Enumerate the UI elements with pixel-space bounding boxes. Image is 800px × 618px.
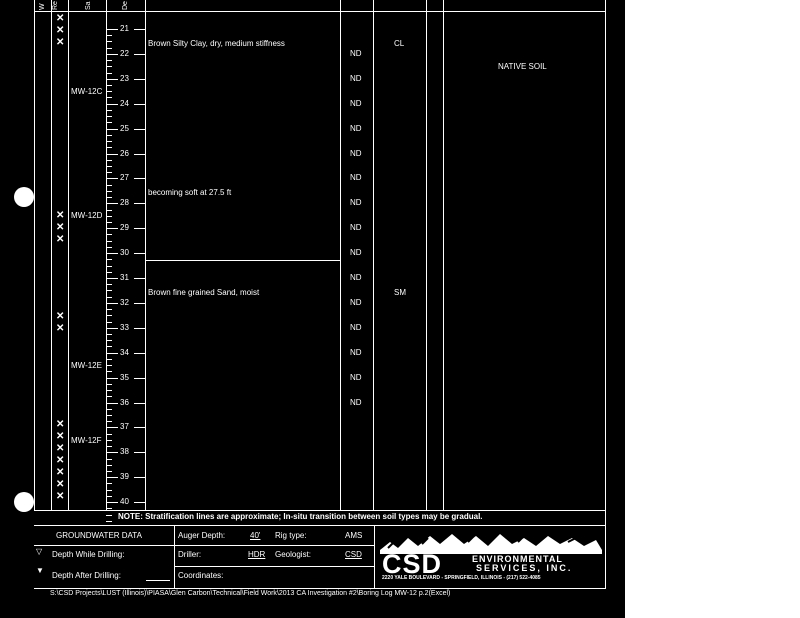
footer-row-line-2 [174,566,374,567]
depth-tick-minor [106,409,112,410]
depth-label: 26 [120,148,129,158]
depth-tick-minor [106,66,112,67]
depth-label: 24 [120,98,129,108]
pid-value: ND [350,273,362,282]
depth-label: 33 [120,322,129,332]
depth-tick-minor [106,241,112,242]
depth-while-drilling-icon: ▽ [36,547,43,556]
recovery-x-icon: ✕ [56,491,65,502]
depth-tick-minor [106,166,112,167]
depth-after-drilling-icon: ▼ [36,566,44,575]
col-line-3 [68,0,69,510]
depth-tick-minor [106,116,112,117]
pid-value: ND [350,198,362,208]
depth-tick-major [134,228,145,229]
depth-tick-major [106,502,118,503]
depth-tick-minor [106,122,112,123]
depth-label: 28 [120,198,129,208]
note-top-line [34,510,606,511]
depth-tick-minor [106,490,112,491]
depth-label: 23 [120,73,129,83]
pid-value: ND [350,347,362,357]
rig-type-label: Rig type: [275,531,307,540]
depth-tick-major [134,203,145,204]
depth-tick-minor [106,85,112,86]
stratum-boundary [145,260,340,261]
depth-tick-major [134,278,145,279]
depth-tick-minor [106,340,112,341]
depth-tick-major [134,303,145,304]
soil-description: Brown fine grained Sand, moist [148,288,260,297]
depth-tick-major [134,328,145,329]
depth-tick-major [106,228,118,229]
depth-tick-minor [106,216,112,217]
depth-tick-major [134,154,145,155]
recovery-x-icon: ✕ [56,419,65,430]
depth-tick-minor [106,135,112,136]
depth-label: 37 [120,422,129,432]
recovery-x-icon: ✕ [56,222,65,233]
footer-divider-2 [374,525,375,588]
recovery-x-icon: ✕ [56,210,65,221]
auger-depth-value: 40' [250,531,261,540]
depth-tick-minor [106,496,112,497]
depth-tick-minor [106,359,112,360]
footer-divider-1 [174,525,175,588]
depth-tick-minor [106,309,112,310]
depth-tick-major [134,403,145,404]
depth-tick-major [106,54,118,55]
depth-tick-minor [106,290,112,291]
depth-tick-minor [106,471,112,472]
remarks-text: NATIVE SOIL [498,62,547,71]
depth-tick-minor [106,41,112,42]
depth-tick-major [134,452,145,453]
depth-tick-minor [106,284,112,285]
depth-tick-minor [106,272,112,273]
depth-tick-major [106,79,118,80]
auger-depth-label: Auger Depth: [178,531,226,540]
recovery-x-icon: ✕ [56,323,65,334]
depth-label: 32 [120,297,129,307]
depth-tick-minor [106,266,112,267]
depth-label: 35 [120,372,129,382]
depth-tick-minor [106,459,112,460]
depth-tick-major [134,353,145,354]
depth-tick-minor [106,365,112,366]
recovery-x-icon: ✕ [56,455,65,466]
depth-tick-minor [106,446,112,447]
recovery-x-icon: ✕ [56,25,65,36]
depth-while-drilling-label: Depth While Drilling: [52,550,125,559]
depth-label: 29 [120,223,129,233]
depth-after-blank [146,580,170,581]
pid-value: ND [350,123,362,133]
depth-tick-major [106,253,118,254]
header-water-level: W [39,3,46,10]
recovery-x-icon: ✕ [56,467,65,478]
depth-tick-major [134,253,145,254]
depth-tick-minor [106,390,112,391]
depth-tick-minor [106,73,112,74]
recovery-x-icon: ✕ [56,37,65,48]
depth-tick-minor [106,421,112,422]
pid-value: ND [350,297,362,307]
pid-value: ND [350,173,362,183]
csd-logo [378,528,604,586]
recovery-x-icon: ✕ [56,311,65,322]
pid-value: ND [350,148,362,158]
note-text: NOTE: Stratification lines are approximate; In-situ transition between soil types may be gradual. [118,512,483,521]
pid-value: ND [350,322,362,332]
depth-tick-major [106,427,118,428]
footer-top-line [34,525,606,526]
depth-tick-minor [106,185,112,186]
depth-tick-minor [106,346,112,347]
driller-value: HDR [248,550,266,559]
depth-tick-minor [106,434,112,435]
depth-tick-major [134,477,145,478]
depth-tick-minor [106,110,112,111]
depth-tick-minor [106,483,112,484]
recovery-x-icon: ✕ [56,443,65,454]
depth-label: 36 [120,397,129,407]
depth-tick-major [106,378,118,379]
depth-tick-major [134,178,145,179]
pid-value: ND [350,248,362,258]
depth-tick-major [106,328,118,329]
depth-label: 22 [120,48,129,58]
depth-tick-minor [106,521,112,522]
header-sample: Sa [85,1,92,10]
depth-tick-minor [106,315,112,316]
depth-label: 34 [120,347,129,357]
header-recovery: Re [52,1,59,10]
depth-tick-minor [106,384,112,385]
depth-label: 40 [120,497,129,507]
depth-tick-minor [106,210,112,211]
depth-tick-major [106,477,118,478]
depth-tick-major [106,178,118,179]
depth-tick-major [106,303,118,304]
depth-tick-major [134,29,145,30]
binder-hole-bottom [14,492,34,512]
col-line-right [605,0,606,588]
col-line-6 [340,0,341,510]
recovery-x-icon: ✕ [56,431,65,442]
depth-tick-minor [106,48,112,49]
pid-value: ND [350,223,362,233]
depth-tick-major [106,353,118,354]
rig-type-value: AMS [345,531,363,540]
csd-logo-line1: ENVIRONMENTAL [472,554,563,564]
depth-tick-minor [106,334,112,335]
recovery-x-icon: ✕ [56,13,65,24]
sample-label: MW-12E [71,360,102,370]
col-line-5 [145,0,146,510]
pid-value: ND [350,73,362,83]
coordinates-label: Coordinates: [178,571,224,580]
depth-tick-minor [106,297,112,298]
depth-tick-major [134,427,145,428]
footer-row-line-1 [34,545,374,546]
depth-tick-major [106,154,118,155]
soil-description: Brown Silty Clay, dry, medium stiffness [148,39,285,48]
recovery-x-icon: ✕ [56,234,65,245]
soil-description: becoming soft at 27.5 ft [148,188,232,198]
sample-label: MW-12F [71,435,102,445]
depth-tick-major [134,129,145,130]
depth-tick-minor [106,147,112,148]
col-line-8 [426,0,427,510]
pid-value: ND [350,98,362,108]
geologist-value: CSD [345,550,362,559]
depth-tick-major [106,203,118,204]
pid-value: ND [350,372,362,382]
header-bottom-line [34,11,606,12]
depth-label: 31 [120,273,129,282]
depth-tick-major [106,278,118,279]
sample-label: MW-12D [71,211,103,221]
depth-tick-minor [106,247,112,248]
file-path-footer: S:\CSD Projects\LUST (Illinois)\PIASA\Glen Carbon\Technical\Field Work\2013 CA Investigation #2\Boring Log MW-12 p.2(Excel) [50,590,451,597]
depth-tick-major [134,502,145,503]
depth-label: 21 [120,24,129,33]
depth-tick-minor [106,259,112,260]
depth-tick-major [134,378,145,379]
depth-tick-major [106,104,118,105]
csd-logo-letters: CSD [382,549,443,579]
depth-label: 27 [120,173,129,183]
depth-label: 25 [120,123,129,133]
depth-tick-minor [106,415,112,416]
depth-tick-minor [106,60,112,61]
depth-tick-minor [106,197,112,198]
depth-tick-minor [106,396,112,397]
csd-logo-line2: SERVICES, INC. [476,563,573,573]
depth-tick-minor [106,141,112,142]
depth-tick-minor [106,322,112,323]
col-line-2 [51,0,52,510]
groundwater-title: GROUNDWATER DATA [56,531,142,540]
depth-label: 38 [120,447,129,457]
uscs-code: SM [394,288,406,297]
depth-label: 39 [120,472,129,482]
depth-tick-minor [106,371,112,372]
depth-tick-minor [106,97,112,98]
depth-tick-major [106,129,118,130]
csd-logo-address: 2220 YALE BOULEVARD - SPRINGFIELD, ILLINOIS - (217) 522-4085 [382,575,541,581]
header-depth: De [122,1,129,10]
binder-hole-top [14,187,34,207]
depth-tick-minor [106,160,112,161]
driller-label: Driller: [178,550,202,559]
depth-tick-minor [106,440,112,441]
pid-value: ND [350,48,362,58]
depth-tick-minor [106,172,112,173]
depth-tick-minor [106,191,112,192]
depth-after-drilling-label: Depth After Drilling: [52,571,121,580]
depth-tick-major [134,79,145,80]
pid-value: ND [350,397,362,407]
col-line-9 [443,0,444,510]
sample-label: MW-12C [71,86,103,96]
depth-tick-minor [106,465,112,466]
uscs-code: CL [394,39,405,48]
depth-tick-minor [106,515,112,516]
depth-tick-minor [106,234,112,235]
col-line-1 [34,0,35,510]
depth-tick-major [134,54,145,55]
geologist-label: Geologist: [275,550,312,559]
depth-tick-minor [106,35,112,36]
depth-tick-major [106,29,118,30]
depth-tick-minor [106,91,112,92]
depth-tick-minor [106,222,112,223]
col-line-7 [373,0,374,510]
depth-tick-major [134,104,145,105]
depth-tick-major [106,403,118,404]
recovery-x-icon: ✕ [56,479,65,490]
depth-label: 30 [120,248,129,258]
depth-tick-major [106,452,118,453]
